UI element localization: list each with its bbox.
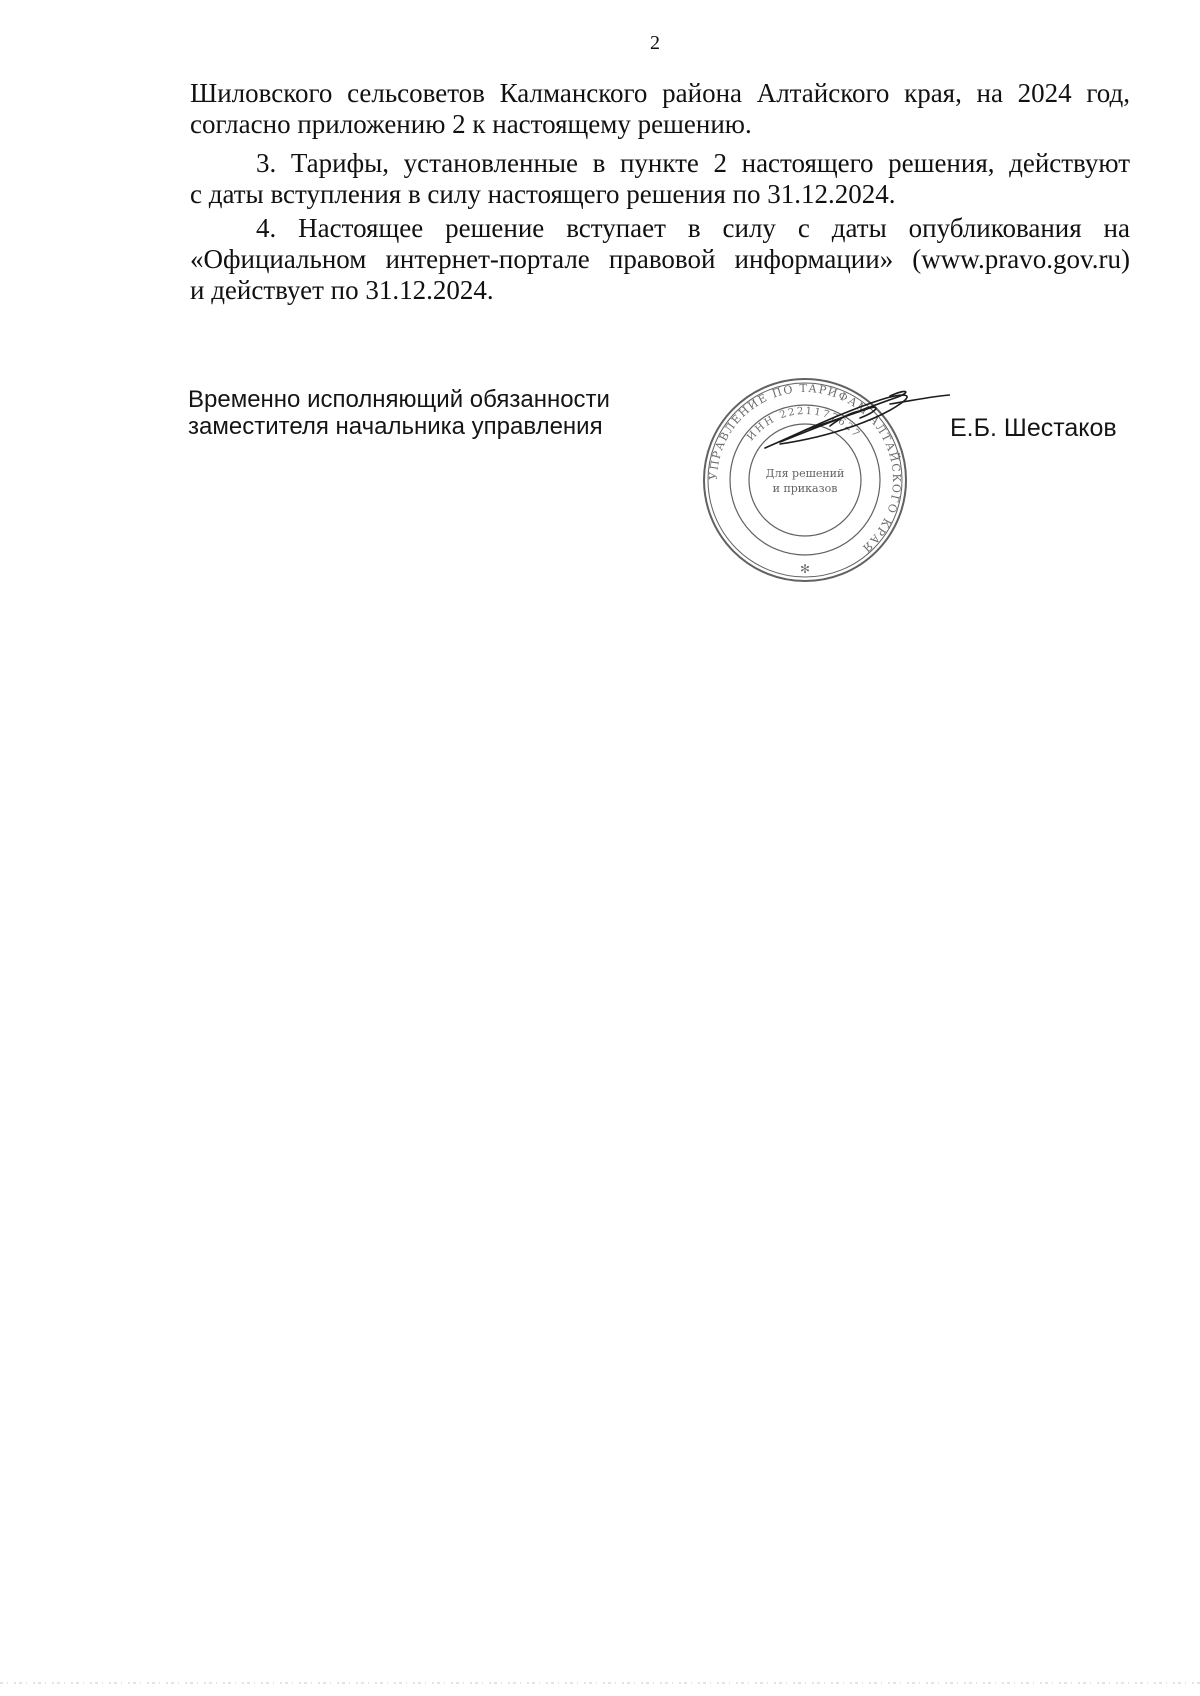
paragraph-1-continuation <box>190 78 1130 140</box>
signer-position-line-2: заместителя начальника управления <box>188 413 603 440</box>
paragraph-3-line-1: 3. Тарифы, установленные в пункте 2 настоящего решения, действуют <box>256 148 1130 178</box>
paragraph-4-line-1: 4. Настоящее решение вступает в силу с даты опубликования на <box>256 213 1130 243</box>
paragraph-3 <box>190 148 1130 210</box>
paragraph-3-line-2: с даты вступления в силу настоящего решения по 31.12.2024. <box>190 179 896 209</box>
seal-center-line-2: и приказов <box>772 482 838 495</box>
signer-name: Е.Б. Шестаков <box>950 414 1117 442</box>
paragraph-4-line-2: «Официальном интернет-портале правовой информации» (www.pravo.gov.ru) <box>190 244 1130 274</box>
paragraph-4 <box>190 213 1130 306</box>
paragraph-1-line-1: Шиловского сельсоветов Калманского района Алтайского края, на 2024 год, <box>190 78 1130 108</box>
seal-inn-text: ИНН 2221177627 <box>745 405 863 444</box>
paragraph-4-line-3: и действует по 31.12.2024. <box>190 275 494 305</box>
handwritten-signature <box>740 378 950 458</box>
seal-outer-text: УПРАВЛЕНИЕ ПО ТАРИФАМ АЛТАЙСКОГО КРАЯ <box>706 381 904 556</box>
paragraph-1-line-2: согласно приложению 2 к настоящему решению. <box>190 109 752 139</box>
seal-star-icon: ✻ <box>799 562 811 576</box>
signer-position-line-1: Временно исполняющий обязанности <box>188 386 610 413</box>
scan-edge-noise <box>0 1680 1200 1686</box>
signer-position <box>188 386 658 440</box>
seal-center-line-1: Для решений <box>765 467 845 480</box>
page-number: 2 <box>650 32 660 54</box>
